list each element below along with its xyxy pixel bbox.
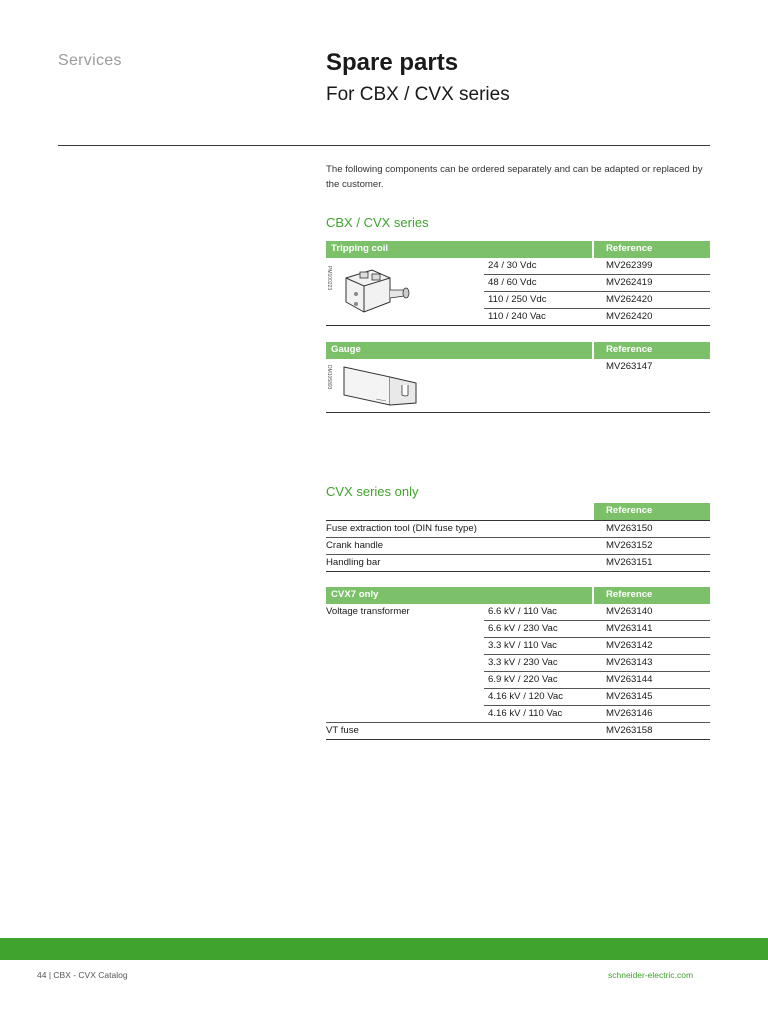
header-reference: Reference [606,589,653,600]
reference-cell: MV263150 [606,523,653,534]
intro-text: The following components can be ordered separately and can be adapted or replaced by the customer. [326,164,703,190]
footer-website-link[interactable]: schneider-electric.com [608,970,694,980]
header-name: CVX7 only [331,589,379,600]
table-row [326,638,710,654]
section-label: Services [58,52,122,69]
table-row [326,706,710,722]
reference-cell: MV262419 [606,277,653,288]
page-title: Spare parts [326,49,459,76]
image-code: DM105893 [326,365,332,390]
table-row [326,604,710,620]
rating-cell: 4.16 kV / 110 Vac [488,708,563,719]
table-row [326,723,710,739]
part-name-cell: Voltage transformer [326,606,410,617]
table-row [326,292,710,308]
rating-cell: 110 / 240 Vac [488,311,546,322]
reference-cell: MV262420 [606,294,653,305]
table-row [326,689,710,705]
table-row [326,621,710,637]
table-row [326,309,710,325]
footer-page-info: 44 | CBX - CVX Catalog [37,970,128,980]
header-reference: Reference [606,243,653,254]
tripping-coil-table [326,241,710,322]
page-subtitle: For CBX / CVX series [326,84,510,105]
rating-cell: 6.6 kV / 230 Vac [488,623,558,634]
reference-cell: MV263158 [606,725,653,736]
rating-cell: 110 / 250 Vdc [488,294,547,305]
cvx7-table [326,587,710,736]
rating-cell: 4.16 kV / 120 Vac [488,691,564,702]
reference-cell: MV263141 [606,623,653,634]
table-row [326,521,710,537]
reference-cell: MV263143 [606,657,653,668]
rating-cell: 3.3 kV / 110 Vac [488,640,557,651]
header-divider [58,145,710,146]
table-header [326,587,710,604]
rating-cell: 6.6 kV / 110 Vac [488,606,557,617]
table-header [326,342,710,359]
table-row [326,555,710,571]
reference-cell: MV262399 [606,260,653,271]
reference-cell: MV263146 [606,708,653,719]
reference-cell: MV262420 [606,311,653,322]
reference-cell: MV263145 [606,691,653,702]
table-header [326,241,710,258]
reference-cell: MV263151 [606,557,653,568]
part-name-cell: Crank handle [326,540,384,551]
header-name: Gauge [331,344,361,355]
cvx-only-heading: CVX series only [326,484,419,499]
header-reference: Reference [606,344,653,355]
table-row [326,258,710,274]
reference-cell: MV263152 [606,540,653,551]
table-row [326,359,710,375]
footer-band [0,938,768,960]
image-code: PM100223 [326,266,332,291]
header-name: Tripping coil [331,243,389,254]
rating-cell: 48 / 60 Vdc [488,277,537,288]
rating-cell: 3.3 kV / 230 Vac [488,657,558,668]
rating-cell: 6.9 kV / 220 Vac [488,674,558,685]
reference-cell: MV263142 [606,640,653,651]
reference-cell: MV263147 [606,361,653,372]
reference-cell: MV263140 [606,606,653,617]
table-row [326,672,710,688]
part-name-cell: Handling bar [326,557,381,568]
table-row [326,275,710,291]
part-name-cell: Fuse extraction tool (DIN fuse type) [326,523,477,534]
reference-cell: MV263144 [606,674,653,685]
rating-cell: 24 / 30 Vdc [488,260,537,271]
gauge-table [326,342,710,390]
table-header [326,503,710,520]
part-name-cell: VT fuse [326,725,359,736]
cvx-only-table [326,503,710,568]
cbx-cvx-heading: CBX / CVX series [326,215,429,230]
header-reference: Reference [606,505,653,516]
table-row [326,655,710,671]
table-row [326,538,710,554]
